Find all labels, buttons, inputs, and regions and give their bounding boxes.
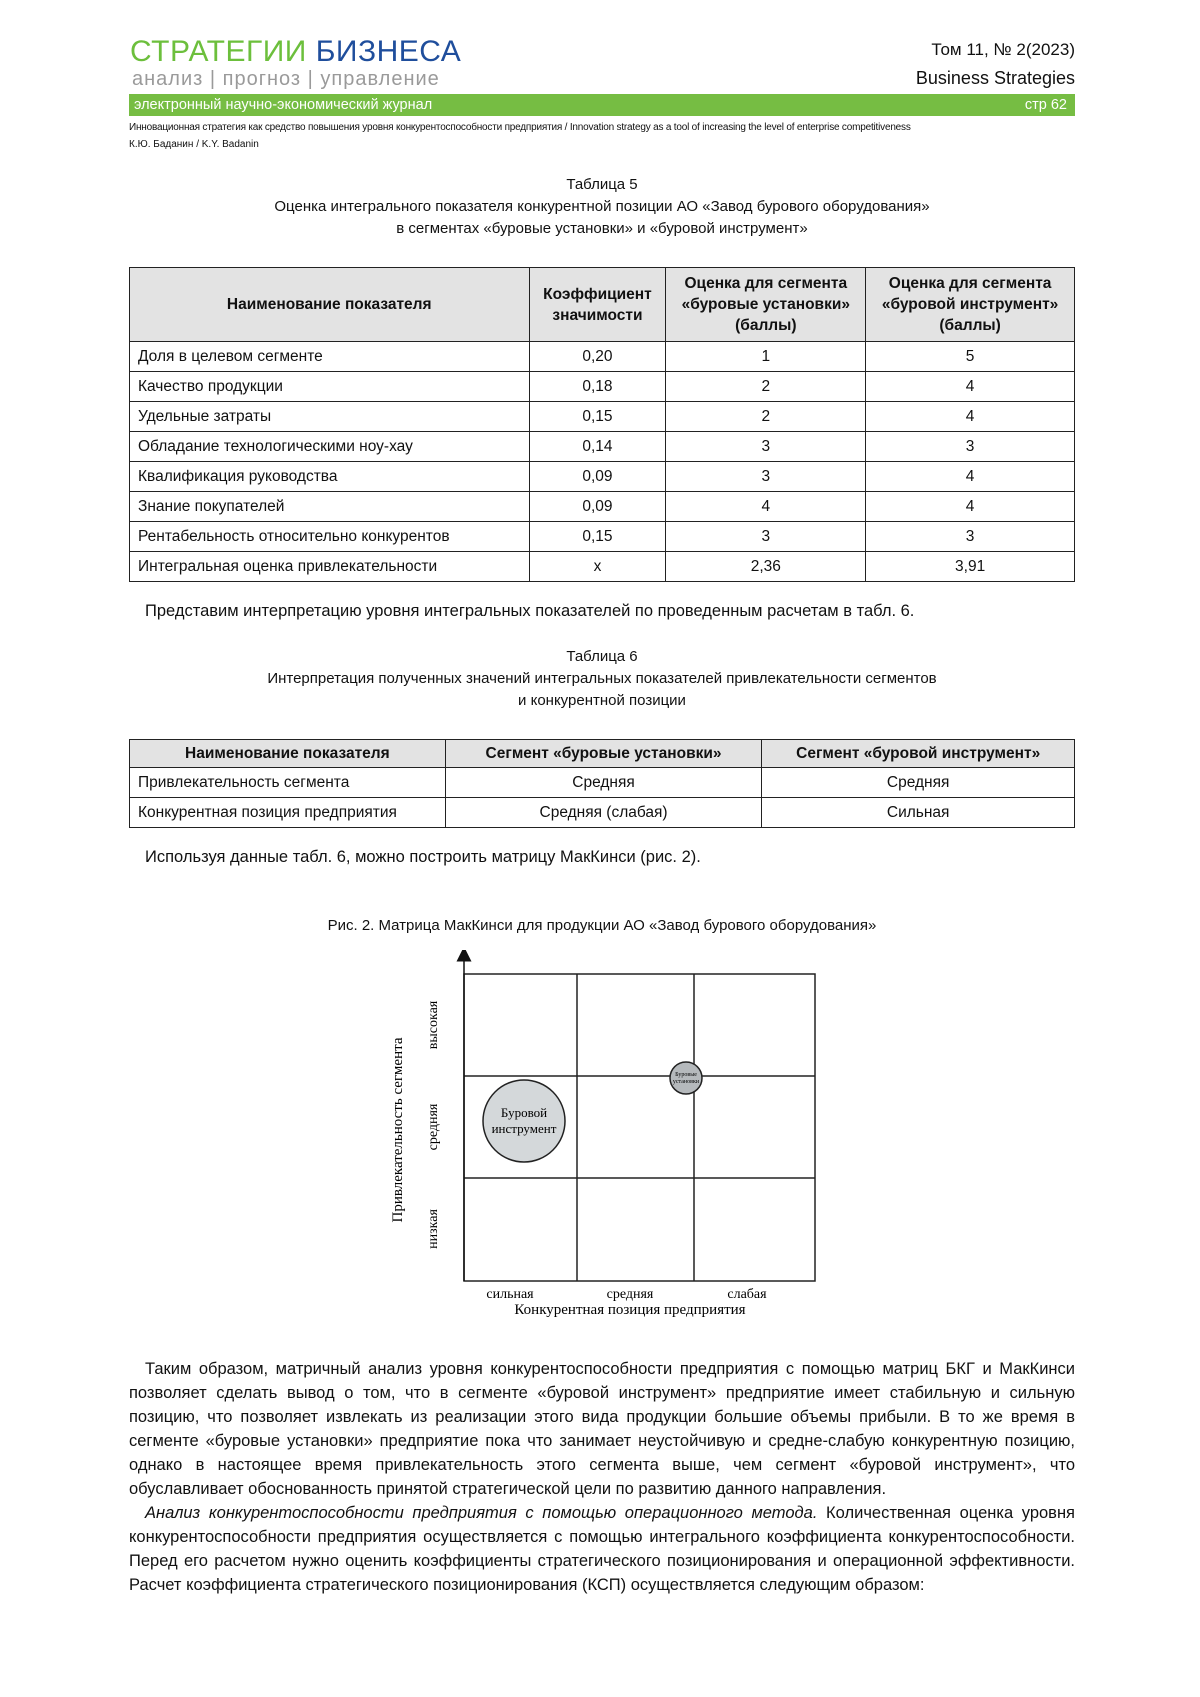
- table-cell: 1: [666, 342, 866, 372]
- table-cell: 3,91: [866, 552, 1075, 582]
- table-cell: Привлекательность сегмента: [130, 768, 446, 798]
- body-paragraph: Таким образом, матричный анализ уровня конкурентоспособности предприятия с помощью матриц БКГ и МакКинси позволяет сделать вывод о том, что в сегменте «буровой инструмент» предприятие имеет стабильную и сильную позицию, что позволяет извлекать из реализации этого вида продукции большие объемы прибыли. В то же время в сегменте «буровые установки» предприятие пока что занимает неустойчивую и средне-слабую конкурентную позицию, однако в настоящее время привлекательность этого сегмента выше, чем сегмент «буровой инструмент», что обуславливает обоснованность принятой стратегической цели по развитию данного направления.: [129, 1360, 1075, 1498]
- italic-heading: Анализ конкурентоспособности предприятия с помощью операционного метода.: [145, 1504, 818, 1522]
- table-cell: Интегральная оценка привлекательности: [130, 552, 530, 582]
- header-bar: [129, 94, 1075, 116]
- table-cell: 2,36: [666, 552, 866, 582]
- body-paragraph: [129, 1501, 1075, 1597]
- table-row: [130, 798, 1075, 828]
- paragraph-intro-table6: Представим интерпретацию уровня интегральных показателей по проведенным расчетам в табл. 6.: [145, 602, 915, 620]
- table-cell: Обладание технологическими ноу-хау: [130, 432, 530, 462]
- table-cell: 3: [866, 432, 1075, 462]
- table-cell: 4: [666, 492, 866, 522]
- page-number: стр 62: [1024, 97, 1067, 113]
- table-cell: 0,15: [529, 522, 666, 552]
- table-cell: 2: [666, 402, 866, 432]
- table-row: [130, 522, 1075, 552]
- table-cell: Конкурентная позиция предприятия: [130, 798, 446, 828]
- table-row: [130, 342, 1075, 372]
- table-row: [130, 492, 1075, 522]
- journal-title-part1: СТРАТЕГИИ: [130, 35, 307, 68]
- table-cell: Доля в целевом сегменте: [130, 342, 530, 372]
- table-header-cell: Коэффициент значимости: [529, 268, 666, 342]
- table-header-cell: Наименование показателя: [130, 268, 530, 342]
- table-header-cell: Оценка для сегмента «буровой инструмент» (баллы): [866, 268, 1075, 342]
- table5: [129, 267, 1075, 582]
- table-cell: 3: [666, 462, 866, 492]
- table5-title-line2: в сегментах «буровые установки» и «буровой инструмент»: [396, 220, 808, 237]
- table-cell: 0,09: [529, 492, 666, 522]
- table-header-cell: Сегмент «буровой инструмент»: [762, 740, 1075, 768]
- journal-title: [130, 36, 461, 68]
- table6-title-line1: Интерпретация полученных значений интегральных показателей привлекательности сегментов: [267, 670, 937, 687]
- body-paragraph-text: Количественная оценка уровня конкурентоспособности предприятия осуществляется с помощью интегрального коэффициента конкурентоспособности. Перед его расчетом нужно оценить коэффициенты стратегического позиционирования и операционной эффективности. Расчет коэффициента стратегического позиционирования (КСП) осуществляется следующим образом:: [129, 1504, 1075, 1594]
- bubble-drilling-rigs: [670, 1062, 702, 1094]
- y-level-label: средняя: [426, 1103, 441, 1151]
- table-header-row: [130, 740, 1075, 768]
- table-cell: Средняя (слабая): [445, 798, 762, 828]
- bubble-label: Буровые: [675, 1072, 697, 1078]
- table-row: [130, 402, 1075, 432]
- english-title: Business Strategies: [915, 68, 1075, 88]
- table-cell: Качество продукции: [130, 372, 530, 402]
- y-level-label: низкая: [426, 1209, 441, 1249]
- y-axis-title: Привлекательность сегмента: [390, 1037, 406, 1223]
- table-cell: 2: [666, 372, 866, 402]
- paragraph-intro-figure: Используя данные табл. 6, можно построить матрицу МакКинси (рис. 2).: [145, 848, 701, 866]
- table-cell: 3: [866, 522, 1075, 552]
- table-cell: Средняя: [762, 768, 1075, 798]
- x-level-label: слабая: [727, 1287, 767, 1302]
- table-cell: 0,20: [529, 342, 666, 372]
- table6: [129, 739, 1075, 828]
- table-cell: 3: [666, 432, 866, 462]
- journal-title-part2: БИЗНЕСА: [315, 35, 462, 68]
- table-cell: 4: [866, 402, 1075, 432]
- article-title: Инновационная стратегия как средство повышения уровня конкурентоспособности предприятия / Innovation strategy as a tool of increasing the level of enterprise competitiveness: [129, 122, 911, 133]
- table-cell: Знание покупателей: [130, 492, 530, 522]
- table-cell: 4: [866, 462, 1075, 492]
- journal-subtitle: анализ | прогноз | управление: [132, 68, 440, 90]
- table6-title-line2: и конкурентной позиции: [518, 692, 686, 709]
- table-header-cell: Сегмент «буровые установки»: [445, 740, 762, 768]
- table-cell: 0,14: [529, 432, 666, 462]
- x-axis-title: Конкурентная позиция предприятия: [514, 1302, 746, 1318]
- x-level-label: средняя: [606, 1287, 654, 1302]
- table-header-row: [130, 268, 1075, 342]
- y-level-label: высокая: [426, 1000, 441, 1050]
- table-cell: 4: [866, 492, 1075, 522]
- table-cell: Средняя: [445, 768, 762, 798]
- table-cell: 4: [866, 372, 1075, 402]
- figure-caption: Рис. 2. Матрица МакКинси для продукции АО «Завод бурового оборудования»: [327, 917, 877, 934]
- table-cell: 0,18: [529, 372, 666, 402]
- table-cell: х: [529, 552, 666, 582]
- bubble-label: установки: [672, 1079, 700, 1085]
- body-text: [129, 1357, 1075, 1597]
- bubble-label: инструмент: [491, 1121, 557, 1136]
- article-authors: К.Ю. Баданин / K.Y. Badanin: [129, 139, 259, 150]
- table-cell: 0,15: [529, 402, 666, 432]
- bubble-label: Буровой: [500, 1105, 548, 1120]
- table-cell: Рентабельность относительно конкурентов: [130, 522, 530, 552]
- table-cell: 5: [866, 342, 1075, 372]
- table-row: [130, 372, 1075, 402]
- mckinsey-matrix: [380, 950, 820, 1320]
- x-level-label: сильная: [486, 1287, 534, 1302]
- table-row: [130, 552, 1075, 582]
- table-cell: 0,09: [529, 462, 666, 492]
- table-cell: 3: [666, 522, 866, 552]
- header-bar-text: электронный научно-экономический журнал: [134, 97, 433, 113]
- table-row: [130, 768, 1075, 798]
- table-cell: Сильная: [762, 798, 1075, 828]
- table-header-cell: Наименование показателя: [130, 740, 446, 768]
- table-row: [130, 432, 1075, 462]
- table5-title-line1: Оценка интегрального показателя конкурентной позиции АО «Завод бурового оборудования»: [274, 198, 930, 215]
- table-cell: Удельные затраты: [130, 402, 530, 432]
- volume-info: Том 11, № 2(2023): [931, 40, 1075, 59]
- table-cell: Квалификация руководства: [130, 462, 530, 492]
- table6-label: Таблица 6: [566, 648, 638, 665]
- table-row: [130, 462, 1075, 492]
- table-header-cell: Оценка для сегмента «буровые установки» (баллы): [666, 268, 866, 342]
- table5-label: Таблица 5: [566, 176, 638, 193]
